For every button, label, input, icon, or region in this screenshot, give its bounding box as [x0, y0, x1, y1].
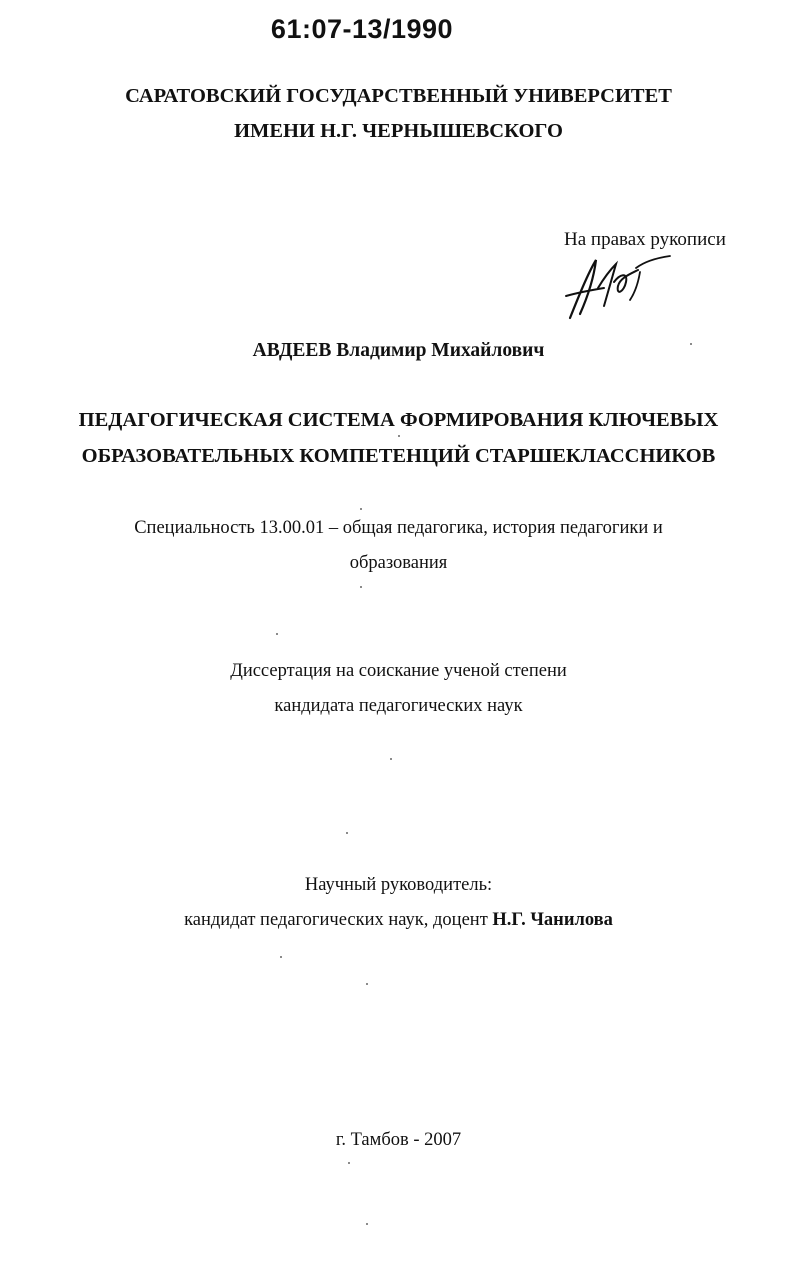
scan-speck: [346, 832, 348, 834]
university-name-line2: ИМЕНИ Н.Г. ЧЕРНЫШЕВСКОГО: [234, 120, 563, 142]
scan-speck: [366, 1223, 368, 1225]
scan-speck: [280, 956, 282, 958]
scan-speck: [360, 586, 362, 588]
dissertation-title-line2: ОБРАЗОВАТЕЛЬНЫХ КОМПЕТЕНЦИЙ СТАРШЕКЛАССНИКОВ: [81, 445, 716, 467]
signature-icon: [558, 248, 678, 328]
author-name: АВДЕЕВ Владимир Михайлович: [252, 340, 545, 361]
degree-line2: кандидата педагогических наук: [274, 696, 523, 716]
scan-speck: [366, 983, 368, 985]
degree-line1: Диссертация на соискание ученой степени: [230, 661, 567, 681]
advisor-line: [0, 910, 797, 931]
advisor-name: Н.Г. Чанилова: [492, 910, 613, 930]
catalog-number: 61:07-13/1990: [270, 14, 454, 44]
scan-speck: [276, 633, 278, 635]
dissertation-title-line1: ПЕДАГОГИЧЕСКАЯ СИСТЕМА ФОРМИРОВАНИЯ КЛЮЧЕВЫХ: [78, 409, 719, 431]
scan-speck: [690, 343, 692, 345]
specialty-line2: образования: [349, 553, 448, 573]
scan-speck: [348, 1162, 350, 1164]
specialty-line1: Специальность 13.00.01 – общая педагогика, история педагогики и: [134, 518, 663, 538]
scan-speck: [390, 758, 392, 760]
city-year: г. Тамбов - 2007: [335, 1130, 462, 1150]
manuscript-rights-note: На правах рукописи: [564, 229, 726, 250]
advisor-title: кандидат педагогических наук, доцент: [184, 910, 488, 930]
scan-speck: [398, 435, 400, 437]
advisor-label: Научный руководитель:: [304, 875, 493, 895]
university-name-line1: САРАТОВСКИЙ ГОСУДАРСТВЕННЫЙ УНИВЕРСИТЕТ: [125, 85, 672, 107]
scan-speck: [360, 508, 362, 510]
